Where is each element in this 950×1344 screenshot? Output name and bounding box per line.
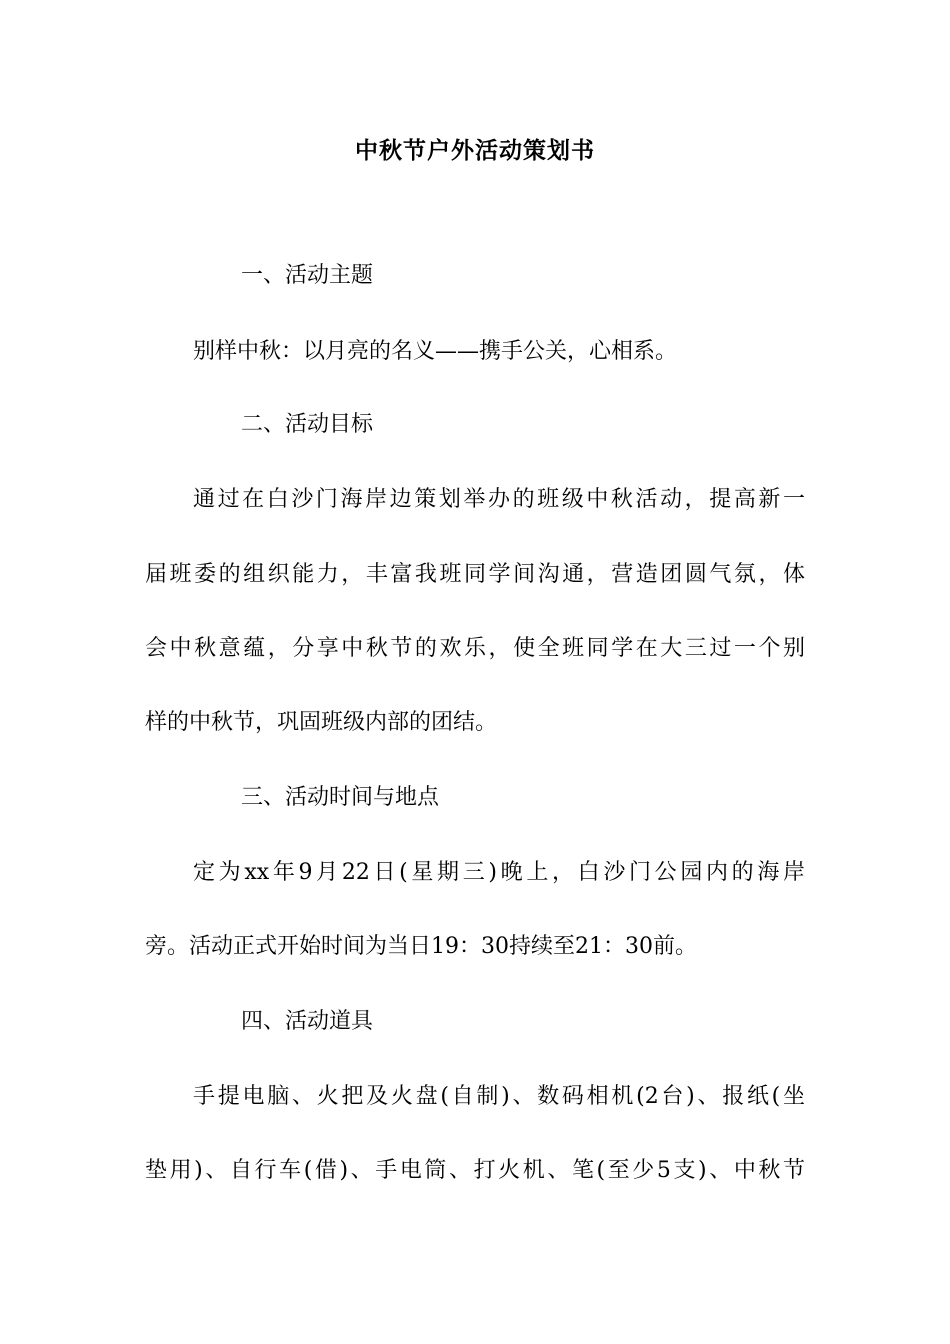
paragraph-line: 定为xx年9月22日(星期三)晚上，白沙门公园内的海岸 <box>193 860 805 885</box>
paragraph-line: 届班委的组织能力，丰富我班同学间沟通，营造团圆气氛，体 <box>145 562 805 587</box>
paragraph-line: 样的中秋节，巩固班级内部的团结。 <box>145 710 498 735</box>
paragraph-line: 垫用)、自行车(借)、手电筒、打火机、笔(至少5支)、中秋节 <box>145 1158 805 1183</box>
section-heading-time-place: 三、活动时间与地点 <box>241 785 440 810</box>
document-title: 中秋节户外活动策划书 <box>355 137 595 164</box>
section-heading-props: 四、活动道具 <box>241 1009 374 1034</box>
paragraph-line: 通过在白沙门海岸边策划举办的班级中秋活动，提高新一 <box>193 487 805 512</box>
paragraph-line: 旁。活动正式开始时间为当日19：30持续至21：30前。 <box>145 934 697 959</box>
paragraph-line: 手提电脑、火把及火盘(自制)、数码相机(2台)、报纸(坐 <box>193 1084 805 1109</box>
section-heading-theme: 一、活动主题 <box>241 263 374 288</box>
section-heading-goal: 二、活动目标 <box>241 412 374 437</box>
paragraph-line: 会中秋意蕴，分享中秋节的欢乐，使全班同学在大三过一个别 <box>145 636 805 661</box>
paragraph-line: 别样中秋：以月亮的名义——携手公关，心相系。 <box>193 339 678 364</box>
